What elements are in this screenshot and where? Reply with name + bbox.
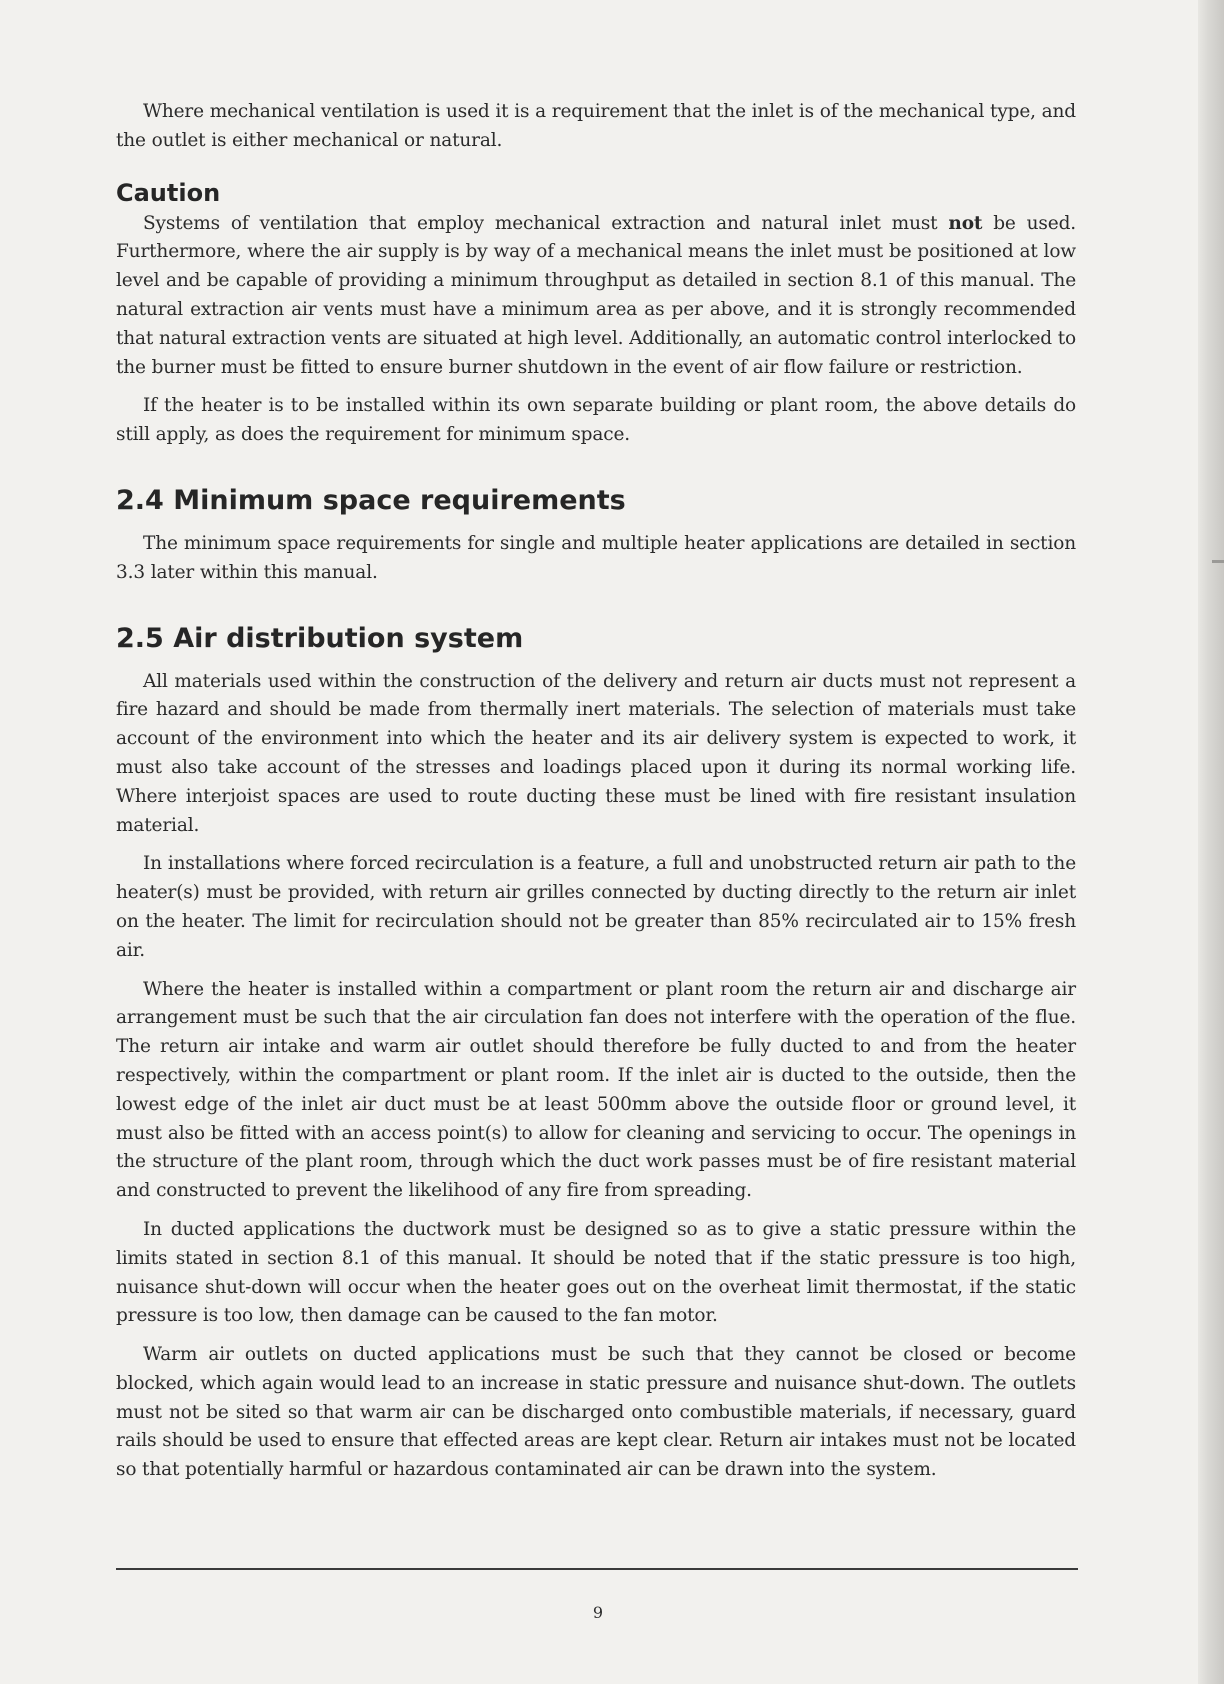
- caution-emphasis: not: [948, 212, 983, 234]
- section-2-5-paragraph-ducted: In ducted applications the ductwork must be designed so as to give a static pressure within the limits stated in section 8.1 of this manual. It should be noted that if the static pressure is too high, nuisance shut-down will occur when the heater goes out on the overheat limit thermostat, if the static pressure is too low, then damage can be caused to the fan motor.: [116, 1218, 1076, 1327]
- caution-text-after: be used. Furthermore, where the air supply is by way of a mechanical means the inlet must be positioned at low level and be capable of providing a minimum throughput as detailed in section 8.1 of this manual. The natural extraction air vents must have a minimum area as per above, and it is strongly recommended that natural extraction vents are situated at high level. Additionally, an automatic control interlocked to the burner must be fitted to ensure burner shutdown in the event of air flow failure or restriction.: [116, 212, 1076, 378]
- page-content: [116, 98, 1076, 1495]
- separate-building-paragraph: If the heater is to be installed within its own separate building or plant room, the above details do still apply, as does the requirement for minimum space.: [116, 395, 1076, 446]
- page-edge-mark: [1212, 560, 1224, 563]
- caution-paragraph: [116, 210, 1076, 383]
- footer-rule: [116, 1568, 1078, 1570]
- page-edge-shadow: [1198, 0, 1224, 1684]
- section-2-4-paragraph: The minimum space requirements for single and multiple heater applications are detailed in section 3.3 later within this manual.: [116, 532, 1076, 583]
- section-2-5-paragraph-materials: All materials used within the construction of the delivery and return air ducts must not represent a fire hazard and should be made from thermally inert materials. The selection of materials must take account of the environment into which the heater and its air delivery system is expected to work, it must also take account of the stresses and loadings placed upon it during its normal working life. Where interjoist spaces are used to route ducting these must be lined with fire resistant insulation material.: [116, 670, 1076, 836]
- caution-heading: Caution: [116, 178, 221, 207]
- section-2-5-paragraph-outlets: Warm air outlets on ducted applications must be such that they cannot be closed or become blocked, which again would lead to an increase in static pressure and nuisance shut-down. The outlets must not be sited so that warm air can be discharged onto combustible materials, if necessary, guard rails should be used to ensure that effected areas are kept clear. Return air intakes must not be located so that potentially harmful or hazardous contaminated air can be drawn into the system.: [116, 1344, 1076, 1481]
- caution-text-before: Systems of ventilation that employ mechanical extraction and natural inlet must: [143, 212, 949, 234]
- section-2-5-heading: 2.5 Air distribution system: [116, 622, 524, 654]
- page-number: 9: [592, 1603, 604, 1622]
- intro-paragraph: Where mechanical ventilation is used it is a requirement that the inlet is of the mechanical type, and the outlet is either mechanical or natural.: [116, 101, 1076, 151]
- section-2-5-paragraph-compartment: Where the heater is installed within a compartment or plant room the return air and discharge air arrangement must be such that the air circulation fan does not interfere with the operation of the flue. The return air intake and warm air outlet should therefore be fully ducted to and from the heater respectively, within the compartment or plant room. If the inlet air is ducted to the outside, then the lowest edge of the inlet air duct must be at least 500mm above the outside floor or ground level, it must also be fitted with an access point(s) to allow for cleaning and servicing to occur. The openings in the structure of the plant room, through which the duct work passes must be of fire resistant material and constructed to prevent the likelihood of any fire from spreading.: [116, 978, 1076, 1202]
- section-2-5-paragraph-recirculation: In installations where forced recirculation is a feature, a full and unobstructed return air path to the heater(s) must be provided, with return air grilles connected by ducting directly to the return air inlet on the heater. The limit for recirculation should not be greater than 85% recirculated air to 15% fresh air.: [116, 853, 1076, 961]
- section-2-4-heading: 2.4 Minimum space requirements: [116, 484, 626, 516]
